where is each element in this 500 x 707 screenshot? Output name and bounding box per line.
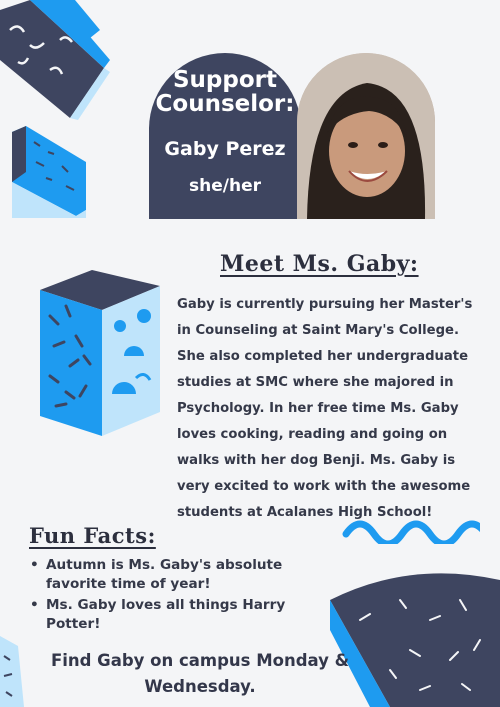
fun-fact-text: Ms. Gaby loves all things Harry Potter! — [46, 597, 286, 632]
page-title: Support Counselor: — [155, 67, 295, 117]
fun-facts-list — [30, 556, 290, 636]
bullet-icon: • — [30, 557, 39, 573]
portrait-illustration — [297, 53, 435, 219]
decorative-box — [36, 266, 164, 438]
decorative-shape-left — [6, 122, 90, 218]
bio-paragraph: Gaby is currently pursuing her Master's in Counseling at Saint Mary's College. She also completed her undergraduate studies at SMC where she majored in Psychology. In her free time Ms. Gaby loves cooking, reading and going on walks with her dog Benji. Ms. Gaby is very excited to work with the awesome students at Acalanes High School! — [177, 297, 473, 520]
footer-text: Find Gaby on campus Monday & Wednesday. — [50, 651, 350, 696]
meet-heading: Meet Ms. Gaby: — [220, 251, 419, 277]
decorative-shape-top-left — [0, 0, 110, 120]
counselor-pronouns: she/her — [189, 176, 261, 196]
fun-facts-heading: Fun Facts: — [29, 523, 156, 548]
fun-fact-text: Autumn is Ms. Gaby's absolute favorite time of year! — [46, 557, 283, 592]
bullet-icon: • — [30, 597, 39, 613]
counselor-name: Gaby Perez — [164, 138, 286, 160]
counselor-photo — [297, 53, 435, 219]
list-item — [30, 556, 290, 594]
list-item — [30, 596, 290, 634]
